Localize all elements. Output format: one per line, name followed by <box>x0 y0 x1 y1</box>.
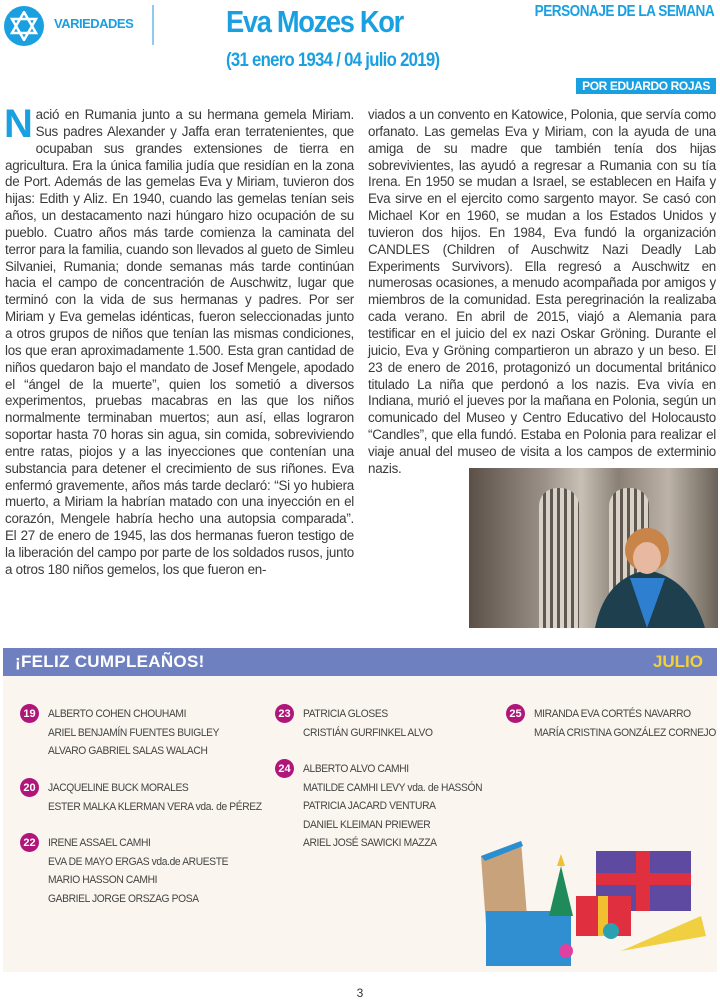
day-badge: 25 <box>506 704 525 723</box>
article-text: viados a un convento en Katowice, Polonia, que servía como orfanato. Las gemelas Eva y Miriam, con la ayuda de una amiga de su madre que también tenía dos hijas sobrevivientes, las ayudó a regresar a Rumania con su tía Irena. En 1950 se mudan a Israel, se establecen en Haifa y Eva sirve en el ejercito como sargento mayor. Se casó con Michael Kor en 1960, se mudan a los Estados Unidos y tuvieron dos hijos. En 1984, Eva fundó la organización CANDLES (Children of Auschwitz Nazi Deadly Lab Experiments Survivors). Ella regresó a Auschwitz en numerosas ocasiones, a menudo acompañada por amigos y miembros de la comunidad. Esta peregrinación la realizaba cada verano. En abril de 2015, viajó a Alemania para testificar en el juicio del ex nazi Oskar Gröning. Durante el juicio, Eva y Gröning compartieron un abrazo y un beso. El 23 de enero de 2016, protagonizó un documental británico titulado La niña que perdonó a los nazis. Eva vivía en Indiana, murió el jueves por la mañana en Polonia, según un comunicado del Museo y Centro Educativo del Holocausto “Candles”, que ella fundó. Estaba en Polonia para realizar el viaje anual del museo de visita a los campos de exterminio nazis. <box>368 107 716 476</box>
birthday-name: DANIEL KLEIMAN PRIEWER <box>303 818 431 831</box>
birthday-group <box>20 834 248 908</box>
page-number: 3 <box>356 986 364 1000</box>
photo-woman-figure <box>585 518 710 628</box>
float-spacer <box>716 107 717 468</box>
birthday-name: GABRIEL JORGE ORSZAG POSA <box>48 892 199 905</box>
star-of-david-icon <box>4 6 44 46</box>
birthday-name: ALVARO GABRIEL SALAS WALACH <box>48 745 208 758</box>
day-badge: 19 <box>20 704 39 723</box>
birthday-name: CRISTIÁN GURFINKEL ALVO <box>303 726 433 739</box>
day-badge: 22 <box>20 833 39 852</box>
birthday-name: JACQUELINE BUCK MORALES <box>48 782 189 794</box>
divider <box>152 5 154 45</box>
birthday-month: JULIO <box>652 652 703 671</box>
author-byline: POR EDUARDO ROJAS <box>576 78 716 94</box>
birthday-name: MATILDE CAMHI LEVY vda. de HASSÓN <box>303 781 483 794</box>
article-column-2 <box>368 107 717 628</box>
drop-cap: N <box>4 102 33 146</box>
birthday-name: ALBERTO COHEN CHOUHAMI <box>48 708 187 720</box>
birthday-group <box>20 705 238 761</box>
birthday-list <box>3 676 717 972</box>
day-badge: 24 <box>275 759 294 778</box>
section-label: VARIEDADES <box>54 16 134 31</box>
birthday-name: MARÍA CRISTINA GONZÁLEZ CORNEJO <box>534 726 716 739</box>
birthday-banner <box>3 648 717 676</box>
day-badge: 23 <box>275 704 294 723</box>
day-badge: 20 <box>20 778 39 797</box>
birthday-name: PATRICIA JACARD VENTURA <box>303 800 436 813</box>
birthday-name: ESTER MALKA KLERMAN VERA vda. de PÉREZ <box>48 800 262 813</box>
eva-mozes-kor-photo <box>469 468 718 628</box>
birthday-name: MARIO HASSON CAMHI <box>48 874 158 887</box>
birthday-name: EVA DE MAYO ERGAS vda.de ARUESTE <box>48 855 229 868</box>
birthday-name: PATRICIA GLOSES <box>303 708 388 720</box>
article-column-1 <box>4 102 354 579</box>
birthday-name: ARIEL BENJAMÍN FUENTES BUIGLEY <box>48 726 220 739</box>
article-text: ació en Rumania junto a su hermana gemela Miriam. Sus padres Alexander y Jaffa eran terratenientes, que ocupaban sus grandes extensiones de tierra en agricultura. Era la única familia judía que residían en la zona de Port. Además de las gemelas Eva y Miriam, tuvieron dos hijas: Edith y Aliz. En 1940, cuando las gemelas tenían seis años, un destacamento nazi húngaro hizo ocupación de su pueblo. Cuatro años más tarde comienza la caminata del terror para la familia, cuando son llevados al gueto de Simleu Silvaniei, Rumania; donde semanas más tarde continúan hacia el campo de concentración de Auschwitz, lugar que terminó con la vida de sus hermanas y padres. Por ser Miriam y Eva gemelas idénticas, fueron seleccionadas junto a otros grupos de niños que tenían las mismas condiciones, los que eran aproximadamente 1.500. Esta gran cantidad de niños quedaron bajo el mandato de Josef Mengele, apodado el “ángel de la muerte”, quien los sometió a diversos experimentos, pruebas macabras en las que los niños normalmente terminaban muertos; aun así, ellas lograron soportar hasta 70 horas sin agua, sin comida, sobreviviendo entre ratas, piojos y a las inyecciones que contenían una substancia para detener el crecimiento de sus riñones. Eva enfermó gravemente, años más tarde declaró: “Si yo hubiera muerto, a Miriam la habrían matado con una inyección en el corazón, Mengele habría hecho una autopsia comparada”. El 27 de enero de 1945, las dos hermanas fueron testigo de la liberación del campo por parte de los soldados rusos, junto a otros 180 niños gemelos, los que fueron en- <box>5 107 354 577</box>
birthday-group <box>20 779 285 816</box>
birthday-name: ARIEL JOSÉ SAWICKI MAZZA <box>303 837 437 850</box>
birthday-name: IRENE ASSAEL CAMHI <box>48 837 151 849</box>
photo-child-figure <box>539 488 579 628</box>
birthday-name: MIRANDA EVA CORTÉS NAVARRO <box>534 708 691 720</box>
article-title: Eva Mozes Kor <box>226 4 403 39</box>
birthday-group <box>275 760 502 853</box>
birthday-group <box>506 705 720 742</box>
section-kicker: PERSONAJE DE LA SEMANA <box>534 3 714 20</box>
article-subtitle: (31 enero 1934 / 04 julio 2019) <box>226 50 440 71</box>
birthday-title: ¡FELIZ CUMPLEAÑOS! <box>15 652 205 671</box>
birthday-name: ALBERTO ALVO CAMHI <box>303 763 409 775</box>
birthday-group <box>275 705 447 742</box>
